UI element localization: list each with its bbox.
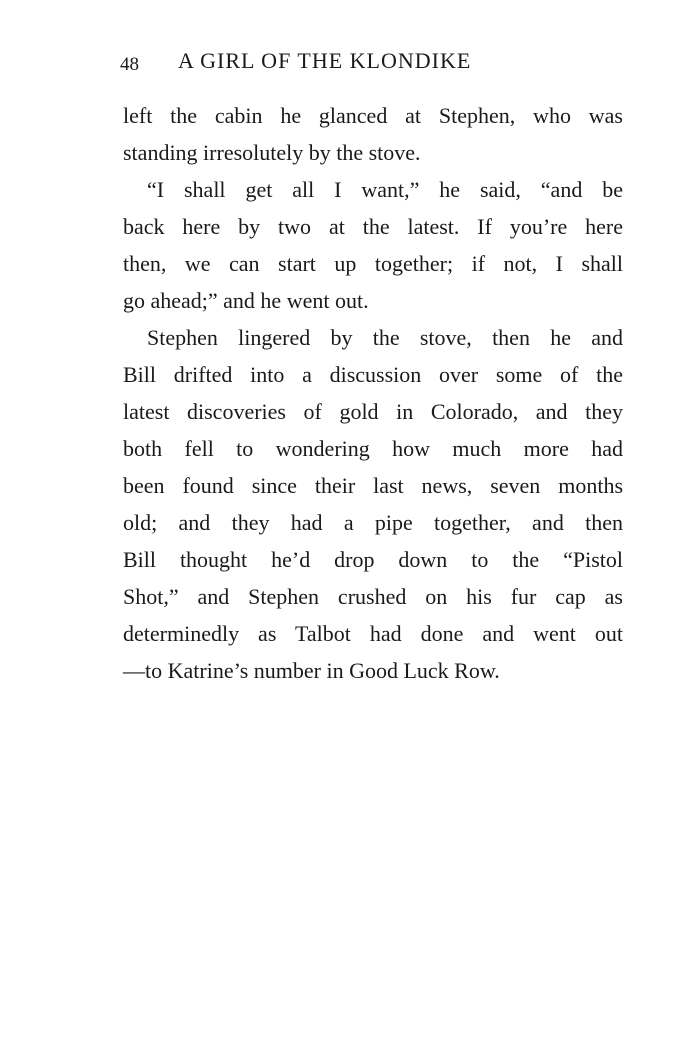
text-line: Bill thought he’d drop down to the “Pistol	[123, 547, 623, 572]
text-line: been found since their last news, seven months	[123, 473, 623, 498]
page-number: 48	[120, 54, 139, 75]
text-line: go ahead;” and he went out.	[123, 288, 369, 313]
running-title: A GIRL OF THE KLONDIKE	[178, 48, 472, 73]
text-line: latest discoveries of gold in Colorado, and they	[123, 399, 623, 424]
page-header	[120, 48, 580, 82]
text-line: old; and they had a pipe together, and then	[123, 510, 623, 535]
text-line: determinedly as Talbot had done and went out	[123, 621, 623, 646]
text-line: “I shall get all I want,” he said, “and be	[147, 177, 623, 202]
text-line: —to Katrine’s number in Good Luck Row.	[123, 658, 500, 683]
text-line: back here by two at the latest. If you’re here	[123, 214, 623, 239]
text-line: left the cabin he glanced at Stephen, who was	[123, 103, 623, 128]
text-line: Shot,” and Stephen crushed on his fur cap as	[123, 584, 623, 609]
text-line: both fell to wondering how much more had	[123, 436, 623, 461]
text-line: Bill drifted into a discussion over some of the	[123, 362, 623, 387]
text-line: Stephen lingered by the stove, then he and	[147, 325, 623, 350]
text-line: then, we can start up together; if not, I shall	[123, 251, 623, 276]
text-line: standing irresolutely by the stove.	[123, 140, 421, 165]
body-text	[123, 97, 623, 689]
